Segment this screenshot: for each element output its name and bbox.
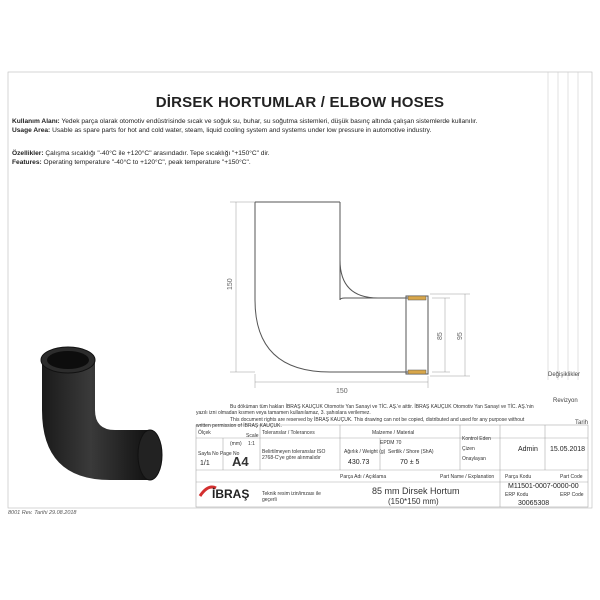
features-tr: Özellikler: Çalışma sıcaklığı "-40°C ile +120°C" arasındadır. Tepe sıcaklığı "+150°C" dir.	[12, 150, 270, 157]
material-value: EPDM 70	[380, 440, 402, 446]
part-name-header-en: Part Name / Explanation	[440, 474, 495, 480]
scale-unit: (mm)	[230, 441, 242, 447]
company-logo	[198, 480, 258, 504]
erp-code: 30065308	[518, 500, 550, 507]
material-header: Malzeme / Material	[372, 430, 415, 436]
scale-value: 1:1	[248, 441, 255, 447]
designer-name: Admin	[518, 446, 538, 453]
designed-label: Çizen	[462, 446, 475, 452]
weight-value: 430.73	[348, 459, 370, 466]
part-name: 85 mm Dirsek Hortum	[372, 486, 460, 496]
date-label: Tarih	[575, 420, 589, 426]
dim-inner: 85	[437, 332, 444, 340]
part-name-size: (150*150 mm)	[388, 497, 439, 506]
scale-label: Scale	[246, 433, 259, 439]
document-title: DİRSEK HORTUMLAR / ELBOW HOSES	[155, 94, 445, 111]
notice-en2: written permission of İBRAŞ KAUÇUK.	[196, 423, 282, 429]
sheet-label: Sayfa No Page No	[198, 451, 240, 457]
rev-notice: Teknik resim izin/imzası ile geçerli	[262, 491, 321, 503]
notice-tr2: yazılı izni olmadan kısmen veya tamamen kullanılamaz, 3. şahıslara verilemez.	[196, 410, 371, 416]
usage-en: Usage Area: Usable as spare parts for hot and cold water, steam, liquid cooling system and systems under low pressure in automotive industry.	[12, 127, 432, 134]
revision-label2: Revizyon	[553, 398, 578, 404]
dim-outer: 95	[457, 332, 464, 340]
dim-height: 150	[227, 278, 234, 290]
scale-header: Ölçek	[198, 430, 211, 436]
notice-en: This document rights are reserved by İBRAŞ KAUÇUK. This drawing can not be copied, distributed and used for any purpose without	[230, 417, 525, 423]
part-code-header: Parça Kodu	[505, 474, 532, 480]
notice-tr: Bu döküman tüm hakları İBRAŞ KAUÇUK Otomotiv Yan Sanayi ve TİC. AŞ.'e aittir. İBRAŞ KAUÇUK Otomotiv Yan Sanayi ve TİC. AŞ.'nin	[230, 404, 534, 410]
erp-header: ERP Kodu	[505, 492, 529, 498]
hardness-value: 70 ± 5	[400, 459, 420, 466]
weight-header: Ağırlık / Weight (g)	[344, 449, 386, 455]
svg-text:İBRAŞ: İBRAŞ	[212, 487, 250, 501]
sheet-value: 1/1	[200, 460, 210, 467]
footer-revision: 8001 Rev. Tarihi 29.08.2018	[8, 510, 77, 516]
hardness-header: Sertlik / Shore (ShA)	[388, 449, 434, 455]
revision-label: Değişiklikler	[548, 372, 581, 378]
erp-header-en: ERP Code	[560, 492, 584, 498]
revision-date: 15.05.2018	[550, 446, 586, 453]
tolerance-header: Toleranslar / Tolerances	[262, 430, 315, 436]
dim-width: 150	[336, 388, 348, 395]
approved-label: Onaylayan	[462, 456, 486, 462]
part-name-header: Parça Adı / Açıklama	[340, 474, 387, 480]
tolerance-note: Belirtilmeyen toleranslar ISO 2768-C'ye göre alınmalıdır	[262, 449, 326, 461]
usage-tr: Kullanım Alanı: Yedek parça olarak otomotiv endüstrisinde sıcak ve soğuk su, buhar, su soğutma sistemleri, düşük basınç altında çalışan sistemlerde kullanılır.	[12, 118, 478, 125]
features-en: Features: Operating temperature "-40°C to +120°C", peak temperature "+150°C".	[12, 159, 251, 166]
checked-label: Kontrol Eden	[462, 436, 491, 442]
format-value: A4	[232, 454, 249, 469]
part-code-header-en: Part Code	[560, 474, 583, 480]
part-code: M11501-0007-0000-00	[508, 483, 579, 490]
